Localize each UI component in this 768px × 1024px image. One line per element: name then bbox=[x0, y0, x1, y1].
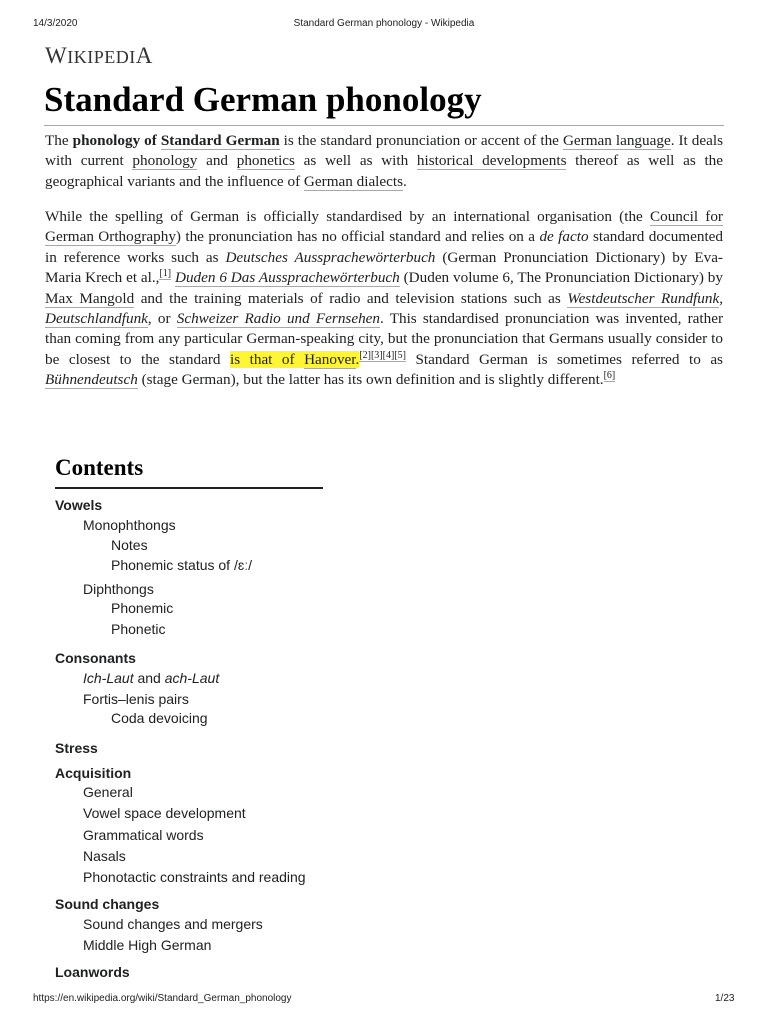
reference-1[interactable]: [1] bbox=[159, 268, 172, 280]
toc-item-coda-devoicing[interactable]: Coda devoicing bbox=[111, 710, 208, 726]
toc-item-acquisition[interactable]: Acquisition bbox=[55, 765, 132, 781]
link-wdr[interactable]: Westdeutscher Rundfunk bbox=[567, 289, 720, 307]
toc-item-grammatical-words[interactable]: Grammatical words bbox=[83, 827, 204, 843]
page-number: 1/23 bbox=[715, 993, 735, 1004]
print-title: Standard German phonology - Wikipedia bbox=[293, 18, 475, 29]
wikipedia-logo[interactable]: WIKIPEDIA bbox=[45, 43, 153, 68]
link-standard-german[interactable]: Standard German bbox=[160, 132, 280, 149]
toc-item-phonemic[interactable]: Phonemic bbox=[111, 600, 174, 616]
toc-item-loanwords[interactable]: Loanwords bbox=[55, 964, 130, 980]
link-max-mangold[interactable]: Max Mangold bbox=[45, 289, 135, 307]
toc-item-general[interactable]: General bbox=[83, 784, 133, 800]
link-hanover[interactable]: Hanover bbox=[304, 350, 356, 368]
toc-title: Contents bbox=[55, 455, 144, 480]
toc-item-phonotactic[interactable]: Phonotactic constraints and reading bbox=[83, 869, 306, 885]
link-phonetics[interactable]: phonetics bbox=[236, 152, 295, 170]
toc-item-nasals[interactable]: Nasals bbox=[83, 848, 126, 864]
toc-item-notes[interactable]: Notes bbox=[111, 537, 148, 553]
toc-item-fortis-lenis[interactable]: Fortis–lenis pairs bbox=[83, 691, 189, 707]
link-phonology[interactable]: phonology bbox=[132, 152, 198, 170]
toc-item-sound-changes-mergers[interactable]: Sound changes and mergers bbox=[83, 916, 263, 932]
intro-paragraph-1: The phonology of Standard German is the standard pronunciation or accent of the German language. It deals with current phonology and phonetics as well as with historical developments thereof as well as the geographical variants and the influence of German dialects. bbox=[45, 132, 724, 190]
title-divider bbox=[44, 125, 724, 126]
page-title: Standard German phonology bbox=[44, 80, 482, 119]
toc-item-diphthongs[interactable]: Diphthongs bbox=[83, 581, 154, 597]
link-historical-developments[interactable]: historical developments bbox=[416, 152, 567, 170]
toc-item-stress[interactable]: Stress bbox=[55, 740, 98, 756]
highlight-is-that-of: is that of bbox=[230, 350, 305, 368]
link-german-dialects[interactable]: German dialects bbox=[303, 172, 404, 190]
intro-paragraph-2: While the spelling of German is officially standardised by an international organisation (the Council for German Orthography) the pronunciation has no official standard and relies on a de facto standard documented in reference works such as Deutsches Aussprachewörterbuch (German Pronunciation Dictionary) by Eva-Maria Krech et al.,[1] Duden 6 Das Aussprachewörterbuch (Duden volume 6, The Pronunciation Dictionary) by Max Mangold and the training materials of radio and television stations such as Westdeutscher Rundfunk, Deutschlandfunk, or Schweizer Radio und Fernsehen. This standardised pronunciation was invented, rather than coming from any particular German-speaking city, but the pronunciation that Germans usually consider to be closest to the standard is that of Hanover.[2][3][4][5] Standard German is sometimes referred to as Bühnendeutsch (stage German), but the latter has its own definition and is slightly different.[6] bbox=[45, 208, 724, 389]
link-deutschlandfunk[interactable]: Deutschlandfunk bbox=[45, 310, 148, 328]
toc-item-middle-high-german[interactable]: Middle High German bbox=[83, 937, 212, 953]
toc-item-monophthongs[interactable]: Monophthongs bbox=[83, 517, 176, 533]
toc-underline bbox=[55, 487, 323, 489]
print-date: 14/3/2020 bbox=[33, 18, 78, 29]
link-german-language[interactable]: German language bbox=[562, 132, 671, 149]
link-buehnendeutsch[interactable]: Bühnendeutsch bbox=[45, 371, 138, 389]
toc-item-vowels[interactable]: Vowels bbox=[55, 497, 103, 513]
references-2-5[interactable]: [2][3][4][5] bbox=[359, 349, 406, 361]
toc-item-phonemic-status[interactable]: Phonemic status of /ɛː/ bbox=[111, 557, 253, 573]
toc-item-vowel-space[interactable]: Vowel space development bbox=[83, 805, 246, 821]
toc-item-sound-changes[interactable]: Sound changes bbox=[55, 896, 160, 912]
toc-item-phonetic[interactable]: Phonetic bbox=[111, 621, 166, 637]
link-council[interactable]: Council for German Orthography bbox=[45, 208, 723, 246]
toc-item-ich-laut[interactable]: Ich-Laut and ach-Laut bbox=[83, 670, 220, 686]
reference-6[interactable]: [6] bbox=[603, 370, 616, 382]
print-url: https://en.wikipedia.org/wiki/Standard_German_phonology bbox=[33, 993, 292, 1004]
toc-item-consonants[interactable]: Consonants bbox=[55, 650, 136, 666]
link-srf[interactable]: Schweizer Radio und Fernsehen bbox=[176, 310, 381, 328]
link-duden[interactable]: Duden 6 Das Aussprachewörterbuch bbox=[175, 269, 400, 287]
